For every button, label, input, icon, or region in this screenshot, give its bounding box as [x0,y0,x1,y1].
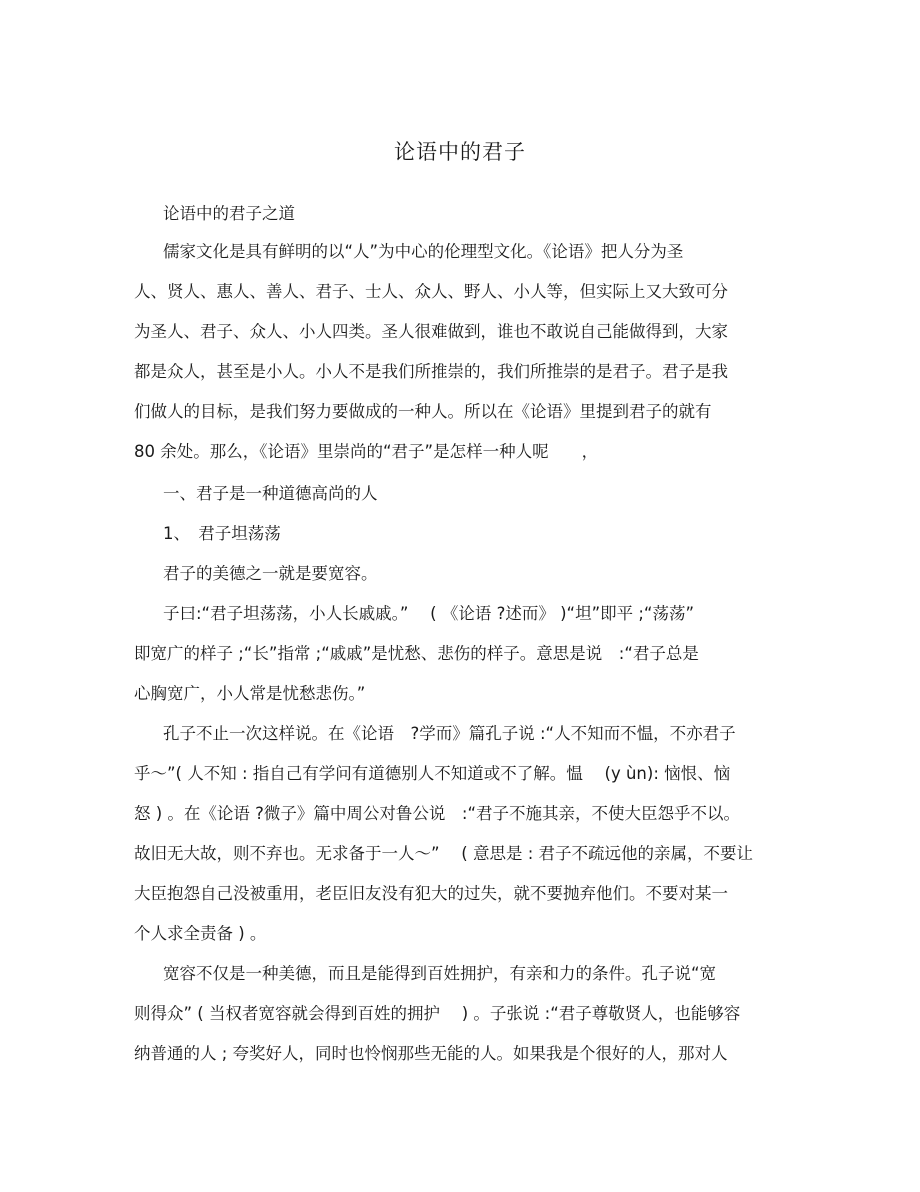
paragraph-line: 儒家文化是具有鲜明的以“人”为中心的伦理型文化。《论语》把人分为圣 [163,242,684,261]
paragraph-line: 心胸宽广，小人常是忧愁悲伤。” [134,684,366,703]
paragraph-line: 80 余处。那么，《论语》里崇尚的“君子”是怎样一种人呢 ， [134,442,599,461]
paragraph-line: 为圣人、君子、众人、小人四类。圣人很难做到，谁也不敢说自己能做得到，大家 [134,322,728,341]
paragraph-line: 孔子不止一次这样说。在《论语 ?学而》篇孔子说 :“人不知而不愠，不亦君子 [163,724,736,743]
paragraph-line: 都是众人，甚至是小人。小人不是我们所推崇的，我们所推崇的是君子。君子是我 [134,362,728,381]
page-title: 论语中的君子 [394,140,526,164]
section-heading: 一、君子是一种道德高尚的人 [163,484,378,503]
paragraph-line: 则得众” ( 当权者宽容就会得到百姓的拥护 ) 。子张说 :“君子尊敬贤人，也能够容 [134,1004,741,1023]
paragraph-line: 人、贤人、惠人、善人、君子、士人、众人、野人、小人等，但实际上又大致可分 [134,282,728,301]
paragraph-line: 故旧无大故，则不弃也。无求备于一人～” ( 意思是 : 君子不疏远他的亲属，不要让 [134,844,754,863]
subsection-heading: 1、 君子坦荡荡 [163,524,281,543]
paragraph-line: 君子的美德之一就是要宽容。 [163,564,378,583]
paragraph-line: 们做人的目标，是我们努力要做成的一种人。所以在《论语》里提到君子的就有 [134,402,712,421]
paragraph-line: 怒 ) 。在《论语 ?微子》篇中周公对鲁公说 :“君子不施其亲，不使大臣怨乎不以。 [134,804,741,823]
paragraph-line: 子曰:“君子坦荡荡，小人长戚戚。” ( 《论语 ?述而》 )“坦”即平 ;“荡荡” [163,604,695,623]
paragraph-line: 乎～”( 人不知 : 指自己有学问有道德别人不知道或不了解。愠 (y ùn): 恼恨、恼 [134,764,731,783]
section-heading: 论语中的君子之道 [163,204,295,223]
paragraph-line: 宽容不仅是一种美德，而且是能得到百姓拥护，有亲和力的条件。孔子说“宽 [163,964,717,983]
paragraph-line: 纳普通的人 ; 夸奖好人，同时也怜悯那些无能的人。如果我是个很好的人，那对人 [134,1044,728,1063]
paragraph-line: 即宽广的样子 ;“长”指常 ;“戚戚”是忧愁、悲伤的样子。意思是说 :“君子总是 [134,644,699,663]
paragraph-line: 大臣抱怨自己没被重用，老臣旧友没有犯大的过失，就不要抛弃他们。不要对某一 [134,884,728,903]
paragraph-line: 个人求全责备 ) 。 [134,924,267,943]
